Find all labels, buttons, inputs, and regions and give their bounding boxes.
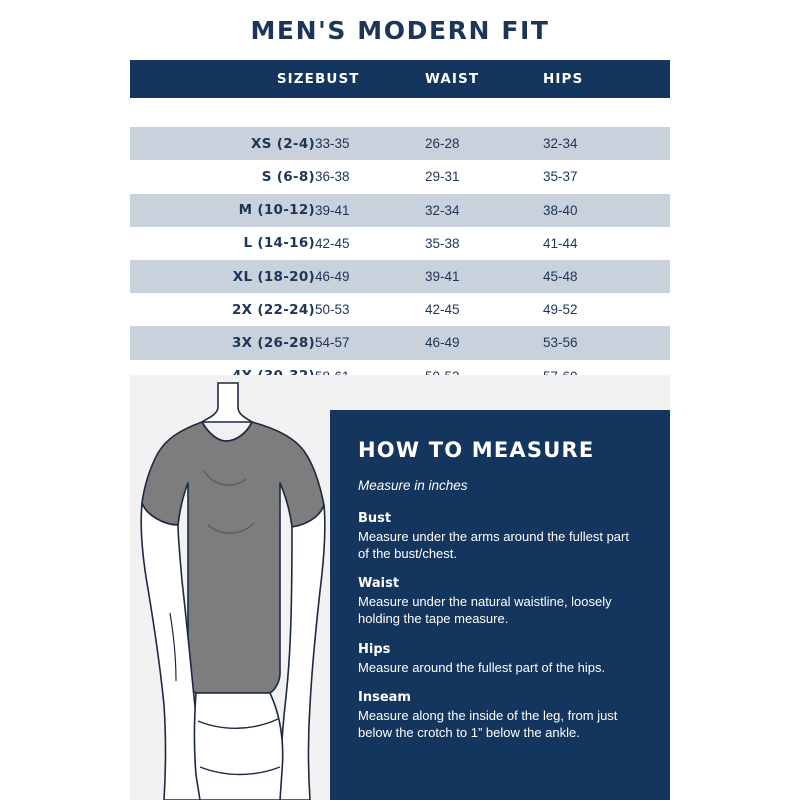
cell-waist: 32-34 <box>425 194 543 227</box>
cell-waist: 42-45 <box>425 293 543 326</box>
cell-waist: 39-41 <box>425 260 543 293</box>
measure-item-hips <box>358 642 642 676</box>
measure-label-bust: Bust <box>358 511 392 526</box>
cell-bust: 46-49 <box>315 260 425 293</box>
column-header-hips: HIPS <box>543 60 670 98</box>
cell-bust: 33-35 <box>315 127 425 160</box>
table-row <box>130 194 670 227</box>
cell-size: 3X (26-28) <box>130 326 315 359</box>
table-row <box>130 227 670 260</box>
cell-size: M (10-12) <box>130 194 315 227</box>
cell-size: L (14-16) <box>130 227 315 260</box>
cell-waist: 46-49 <box>425 326 543 359</box>
cell-hips: 38-40 <box>543 194 670 227</box>
cell-waist: 29-31 <box>425 160 543 193</box>
measure-label-hips: Hips <box>358 641 391 657</box>
table-row <box>130 260 670 293</box>
measure-text-bust: Measure under the arms around the fullest part of the bust/chest. <box>358 529 629 562</box>
cell-hips: 35-37 <box>543 160 670 193</box>
column-header-bust: BUST <box>315 60 425 98</box>
cell-waist: 26-28 <box>425 127 543 160</box>
cell-hips: 53-56 <box>543 326 670 359</box>
size-table <box>130 60 670 426</box>
table-row <box>130 326 670 359</box>
how-to-measure-heading: HOW TO MEASURE <box>358 438 595 462</box>
measure-text-waist: Measure under the natural waistline, loosely holding the tape measure. <box>358 594 612 627</box>
column-header-waist: WAIST <box>425 60 543 98</box>
cell-hips: 45-48 <box>543 260 670 293</box>
page-title: MEN'S MODERN FIT <box>250 15 550 45</box>
table-row <box>130 127 670 160</box>
column-header-size: SIZE <box>130 60 315 98</box>
how-to-measure-panel <box>330 410 670 800</box>
table-row <box>130 293 670 326</box>
cell-hips: 49-52 <box>543 293 670 326</box>
table-header-row <box>130 60 670 98</box>
right-margin <box>670 375 800 800</box>
measure-label-inseam: Inseam <box>358 689 411 705</box>
cell-bust: 39-41 <box>315 194 425 227</box>
male-torso-illustration <box>130 375 330 800</box>
measure-item-waist <box>358 576 642 627</box>
measure-item-bust <box>358 511 642 562</box>
title-bar <box>0 0 800 60</box>
cell-bust: 54-57 <box>315 326 425 359</box>
measure-item-inseam <box>358 690 642 741</box>
cell-waist: 35-38 <box>425 227 543 260</box>
cell-bust: 42-45 <box>315 227 425 260</box>
size-table-wrapper <box>0 60 800 426</box>
measure-label-waist: Waist <box>358 576 400 592</box>
cell-hips: 32-34 <box>543 127 670 160</box>
table-row <box>130 160 670 193</box>
cell-size: 2X (22-24) <box>130 293 315 326</box>
measure-text-hips: Measure around the fullest part of the hips. <box>358 659 606 675</box>
cell-hips: 41-44 <box>543 227 670 260</box>
cell-bust: 36-38 <box>315 160 425 193</box>
cell-size: XS (2-4) <box>130 127 315 160</box>
size-table-header <box>130 60 670 98</box>
table-spacer-row <box>130 98 670 127</box>
cell-bust: 50-53 <box>315 293 425 326</box>
left-margin <box>0 375 130 800</box>
measure-text-inseam: Measure along the inside of the leg, from just below the crotch to 1” below the ankle. <box>358 707 618 740</box>
cell-size: S (6-8) <box>130 160 315 193</box>
how-to-measure-subtitle: Measure in inches <box>358 478 468 493</box>
cell-size: XL (18-20) <box>130 260 315 293</box>
figure-illustration <box>130 375 330 800</box>
